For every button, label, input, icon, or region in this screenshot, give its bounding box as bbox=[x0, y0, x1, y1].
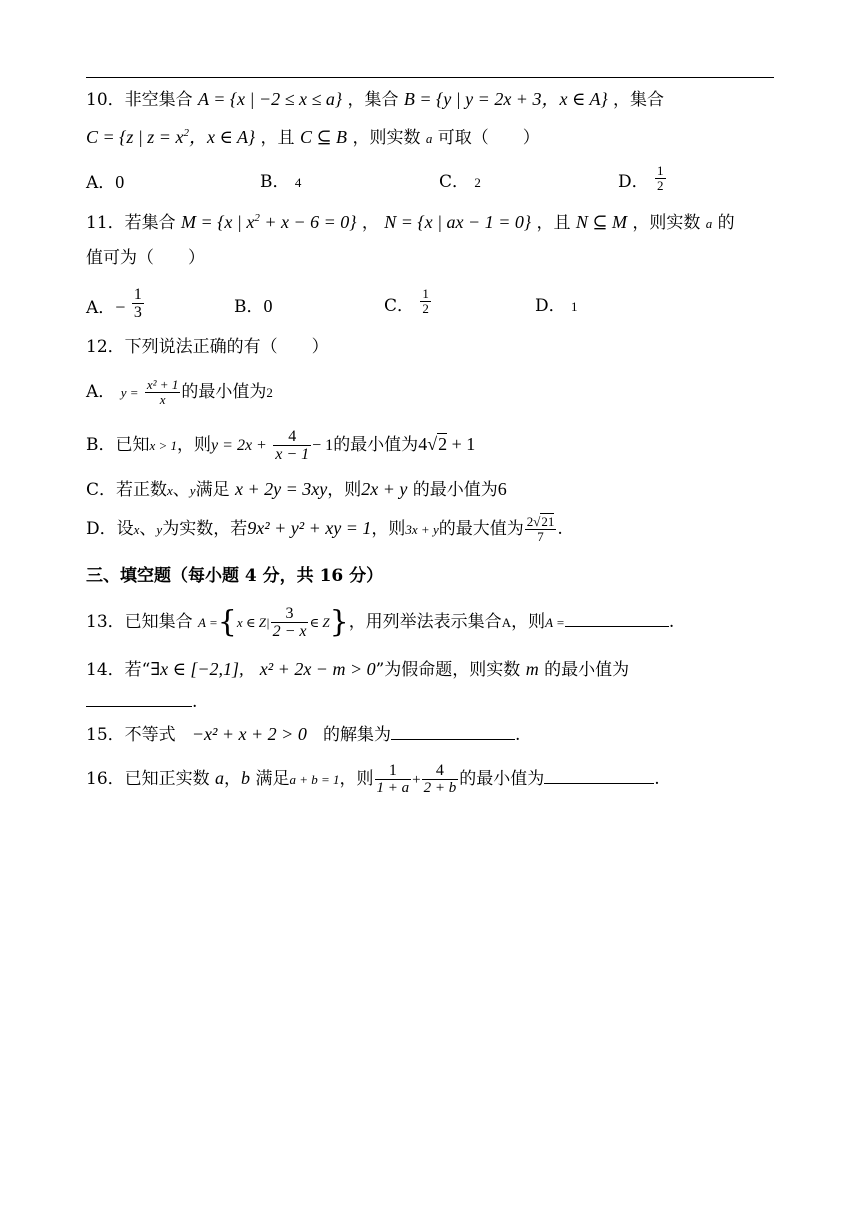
q12-option-d: D．设x、y为实数，若9x² + y² + xy = 1，则3x + y的最大值为 $\frac{2√21}{7}$ . bbox=[86, 514, 563, 544]
section-title: 三、填空题（每小题 4 分，共 16 分） bbox=[86, 566, 384, 586]
q11-option-b: B．0 bbox=[234, 296, 273, 317]
q10-set-a: A = {x | −2 ≤ x ≤ a} bbox=[198, 89, 343, 109]
q10-option-a: A．0 bbox=[86, 172, 125, 193]
header-rule bbox=[86, 77, 774, 78]
q10-line1 bbox=[86, 89, 664, 110]
q12-d-expr: 3x + y bbox=[405, 522, 439, 537]
q12-option-b: B．已知x > 1，则y = 2x + $\frac{4}{x - 1}$ − 1的最小值为4√2 + 1 bbox=[86, 428, 476, 463]
q14-line2: . bbox=[86, 692, 197, 712]
q13-set-inner: x ∈ Z| bbox=[236, 615, 270, 630]
q15-answer-blank[interactable] bbox=[391, 738, 515, 740]
q12-a-expr: y = bbox=[120, 385, 139, 400]
q10-condition: C ⊆ B bbox=[299, 127, 348, 147]
q10-option-b: B． 4 bbox=[260, 172, 302, 192]
q11-line2: 值可为（ ） bbox=[86, 248, 205, 268]
q15: 15．不等式 −x² + x + 2 > 0 的解集为 . bbox=[86, 724, 521, 745]
q12-b-text: ，则 bbox=[177, 435, 212, 455]
q11-text: ，则实数 bbox=[632, 213, 701, 233]
q11-options bbox=[86, 284, 774, 328]
q11-set-m: M = {x | $x^2 + x - 6 = 0$} bbox=[181, 212, 357, 232]
q11-set-n: N = {x | ax − 1 = 0} bbox=[384, 212, 532, 232]
q11-line1 bbox=[86, 212, 735, 234]
q12-c-expr: 2x + y bbox=[361, 479, 408, 499]
q12-c-value: 6 bbox=[497, 479, 507, 499]
q10-line2 bbox=[86, 127, 540, 149]
q11-stem-text: 11．若集合 bbox=[86, 213, 176, 233]
q12-b-expr: − 1 bbox=[312, 437, 334, 454]
q12-b-label: B． bbox=[86, 435, 116, 455]
q10-text: ，则实数 bbox=[352, 128, 421, 148]
q11-text: ， bbox=[361, 213, 379, 233]
q12-b-expr: y = 2x + bbox=[211, 437, 267, 454]
q11-text: 的 bbox=[717, 213, 735, 233]
q13: 13．已知集合 A ={x ∈ Z| $\frac{3}{2 - x}$ ∈ Z}，用列举法表示集合A，则A = . bbox=[86, 604, 675, 640]
q12-d-equation: 9x² + y² + xy = 1 bbox=[247, 518, 372, 538]
q12-b-condition: x > 1 bbox=[149, 438, 178, 453]
q12-c-equation: x + 2y = 3xy bbox=[234, 479, 328, 499]
q13-answer-blank[interactable] bbox=[565, 625, 669, 627]
q10-text: ，集合 bbox=[347, 90, 399, 110]
q12-option-c: C．若正数x、y满足 x + 2y = 3xy，则2x + y 的最小值为6 bbox=[86, 479, 507, 500]
q10-option-d: D． $\frac{1}{2}$ bbox=[618, 163, 664, 193]
q12-a-text: 的最小值为 bbox=[181, 382, 267, 402]
q13-set-name: A = bbox=[198, 615, 218, 630]
q12-b-value: 4√2 + 1 bbox=[418, 434, 476, 454]
q11-option-a: A．− $\frac{1}{3}$ bbox=[86, 286, 142, 321]
q10-text: ，且 bbox=[260, 128, 295, 148]
q10-text: ，集合 bbox=[613, 90, 665, 110]
q10-options bbox=[86, 163, 774, 202]
q12-a-value: 2 bbox=[266, 385, 273, 400]
q15-expr: −x² + x + 2 > 0 bbox=[191, 724, 307, 744]
q11-option-d: D． 1 bbox=[535, 296, 578, 316]
q12-d-value: $\frac{2√21}{7}$ bbox=[526, 514, 555, 544]
q10-option-c: C． 2 bbox=[439, 172, 481, 192]
q12-b-text: 已知 bbox=[115, 435, 150, 455]
q11-text: ，且 bbox=[536, 213, 571, 233]
q10-variable: a bbox=[425, 131, 433, 146]
q10-stem-text: 10．非空集合 bbox=[86, 90, 193, 110]
q12-stem: 12．下列说法正确的有（ ） bbox=[86, 337, 329, 357]
q14-expr: ∃x ∈ [−2,1], bbox=[150, 659, 244, 679]
q16: 16．已知正实数 a，b 满足a + b = 1，则 $\frac{1}{1 + a}$ + $\frac{4}{2 + b}$ 的最小值为 . bbox=[86, 762, 660, 796]
q14-expr: x² + 2x − m > 0 bbox=[259, 659, 376, 679]
q14-answer-blank[interactable] bbox=[86, 705, 192, 707]
q10-text: 可取（ ） bbox=[437, 128, 540, 148]
q16-answer-blank[interactable] bbox=[544, 782, 654, 784]
q14-line1: 14．若“∃x ∈ [−2,1], x² + 2x − m > 0”为假命题，则实数 m 的最小值为 bbox=[86, 659, 630, 680]
q11-variable: a bbox=[705, 216, 713, 231]
q10-set-c: C = {z | $z = x^2$，x ∈ A} bbox=[86, 127, 256, 147]
q12-a-label: A． bbox=[86, 382, 116, 402]
q11-condition: N ⊆ M bbox=[575, 212, 627, 232]
q12-b-text: 的最小值为 bbox=[333, 435, 419, 455]
q10-set-b: B = {y | y = 2x + 3，x ∈ A} bbox=[403, 89, 608, 109]
q12-option-a: A． y = $\frac{\text{x² + 1}}{x}$ 的最小值为2 bbox=[86, 377, 273, 407]
q16-condition: a + b = 1 bbox=[289, 772, 340, 787]
q11-option-c: C． $\frac{1}{2}$ bbox=[384, 286, 429, 316]
